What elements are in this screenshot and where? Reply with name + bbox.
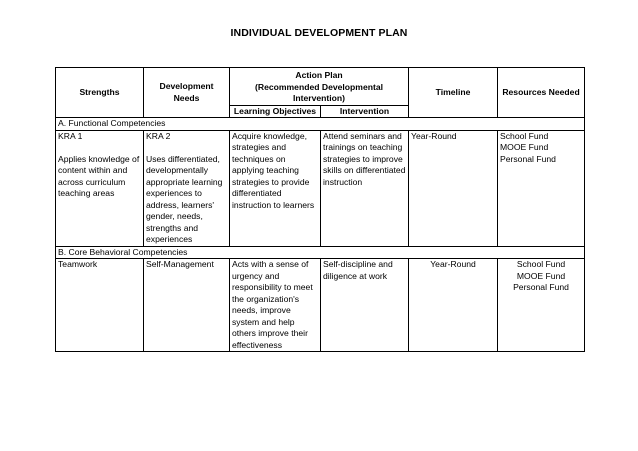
- header-row-top: [56, 68, 585, 106]
- development-plan-table: [55, 67, 585, 352]
- section-row-behavioral: [56, 246, 585, 259]
- need-code: KRA 2: [146, 130, 171, 141]
- cell-intervention-functional: Attend seminars and trainings on teaching strategies to improve skills on differentiated instruction: [321, 130, 409, 246]
- need-text: Uses differentiated, developmentally appropriate learning experiences to address, learners' gender, needs, strengths and experiences: [146, 153, 223, 244]
- header-intervention: Intervention: [321, 105, 409, 118]
- resource-item: MOOE Fund: [516, 270, 566, 281]
- section-label-behavioral: B. Core Behavioral Competencies: [56, 246, 585, 259]
- cell-intervention-behavioral: Self-discipline and diligence at work: [321, 259, 409, 352]
- resource-item: Personal Fund: [513, 282, 569, 292]
- resource-item: School Fund: [500, 130, 549, 141]
- header-development-needs: Development Needs: [144, 68, 230, 118]
- section-row-functional: [56, 118, 585, 131]
- table-row-functional: [56, 130, 585, 246]
- cell-strength-functional: [56, 130, 144, 246]
- cell-need-behavioral: Self-Management: [144, 259, 230, 352]
- header-action-plan-subtitle: (Recommended Developmental Intervention): [255, 81, 383, 103]
- header-resources-needed: Resources Needed: [498, 68, 585, 118]
- section-label-functional: A. Functional Competencies: [56, 118, 585, 131]
- strength-code: KRA 1: [58, 130, 83, 141]
- cell-strength-behavioral: Teamwork: [56, 259, 144, 352]
- cell-need-functional: [144, 130, 230, 246]
- resource-item: Personal Fund: [500, 153, 556, 164]
- document-title: INDIVIDUAL DEVELOPMENT PLAN: [230, 27, 408, 39]
- header-action-plan-title: Action Plan: [295, 70, 343, 80]
- cell-resources-behavioral: [498, 259, 585, 352]
- resource-item: MOOE Fund: [500, 142, 549, 152]
- cell-learning-objectives-functional: Acquire knowledge, strategies and techniques on applying teaching strategies to provide differentiated instruction to learners: [230, 130, 321, 246]
- header-timeline: Timeline: [409, 68, 498, 118]
- header-learning-objectives: Learning Objectives: [230, 105, 321, 118]
- resource-item: School Fund: [516, 259, 566, 269]
- header-strengths: Strengths: [56, 68, 144, 118]
- cell-timeline-functional: Year-Round: [409, 130, 498, 246]
- cell-learning-objectives-behavioral: Acts with a sense of urgency and responsibility to meet the organization's needs, improve system and help others improve their effectiveness: [230, 259, 321, 352]
- cell-timeline-behavioral: Year-Round: [409, 259, 498, 352]
- cell-resources-functional: [498, 130, 585, 246]
- header-action-plan: [230, 68, 409, 106]
- table-row-behavioral: [56, 259, 585, 352]
- strength-text: Applies knowledge of content within and across curriculum teaching areas: [58, 153, 140, 198]
